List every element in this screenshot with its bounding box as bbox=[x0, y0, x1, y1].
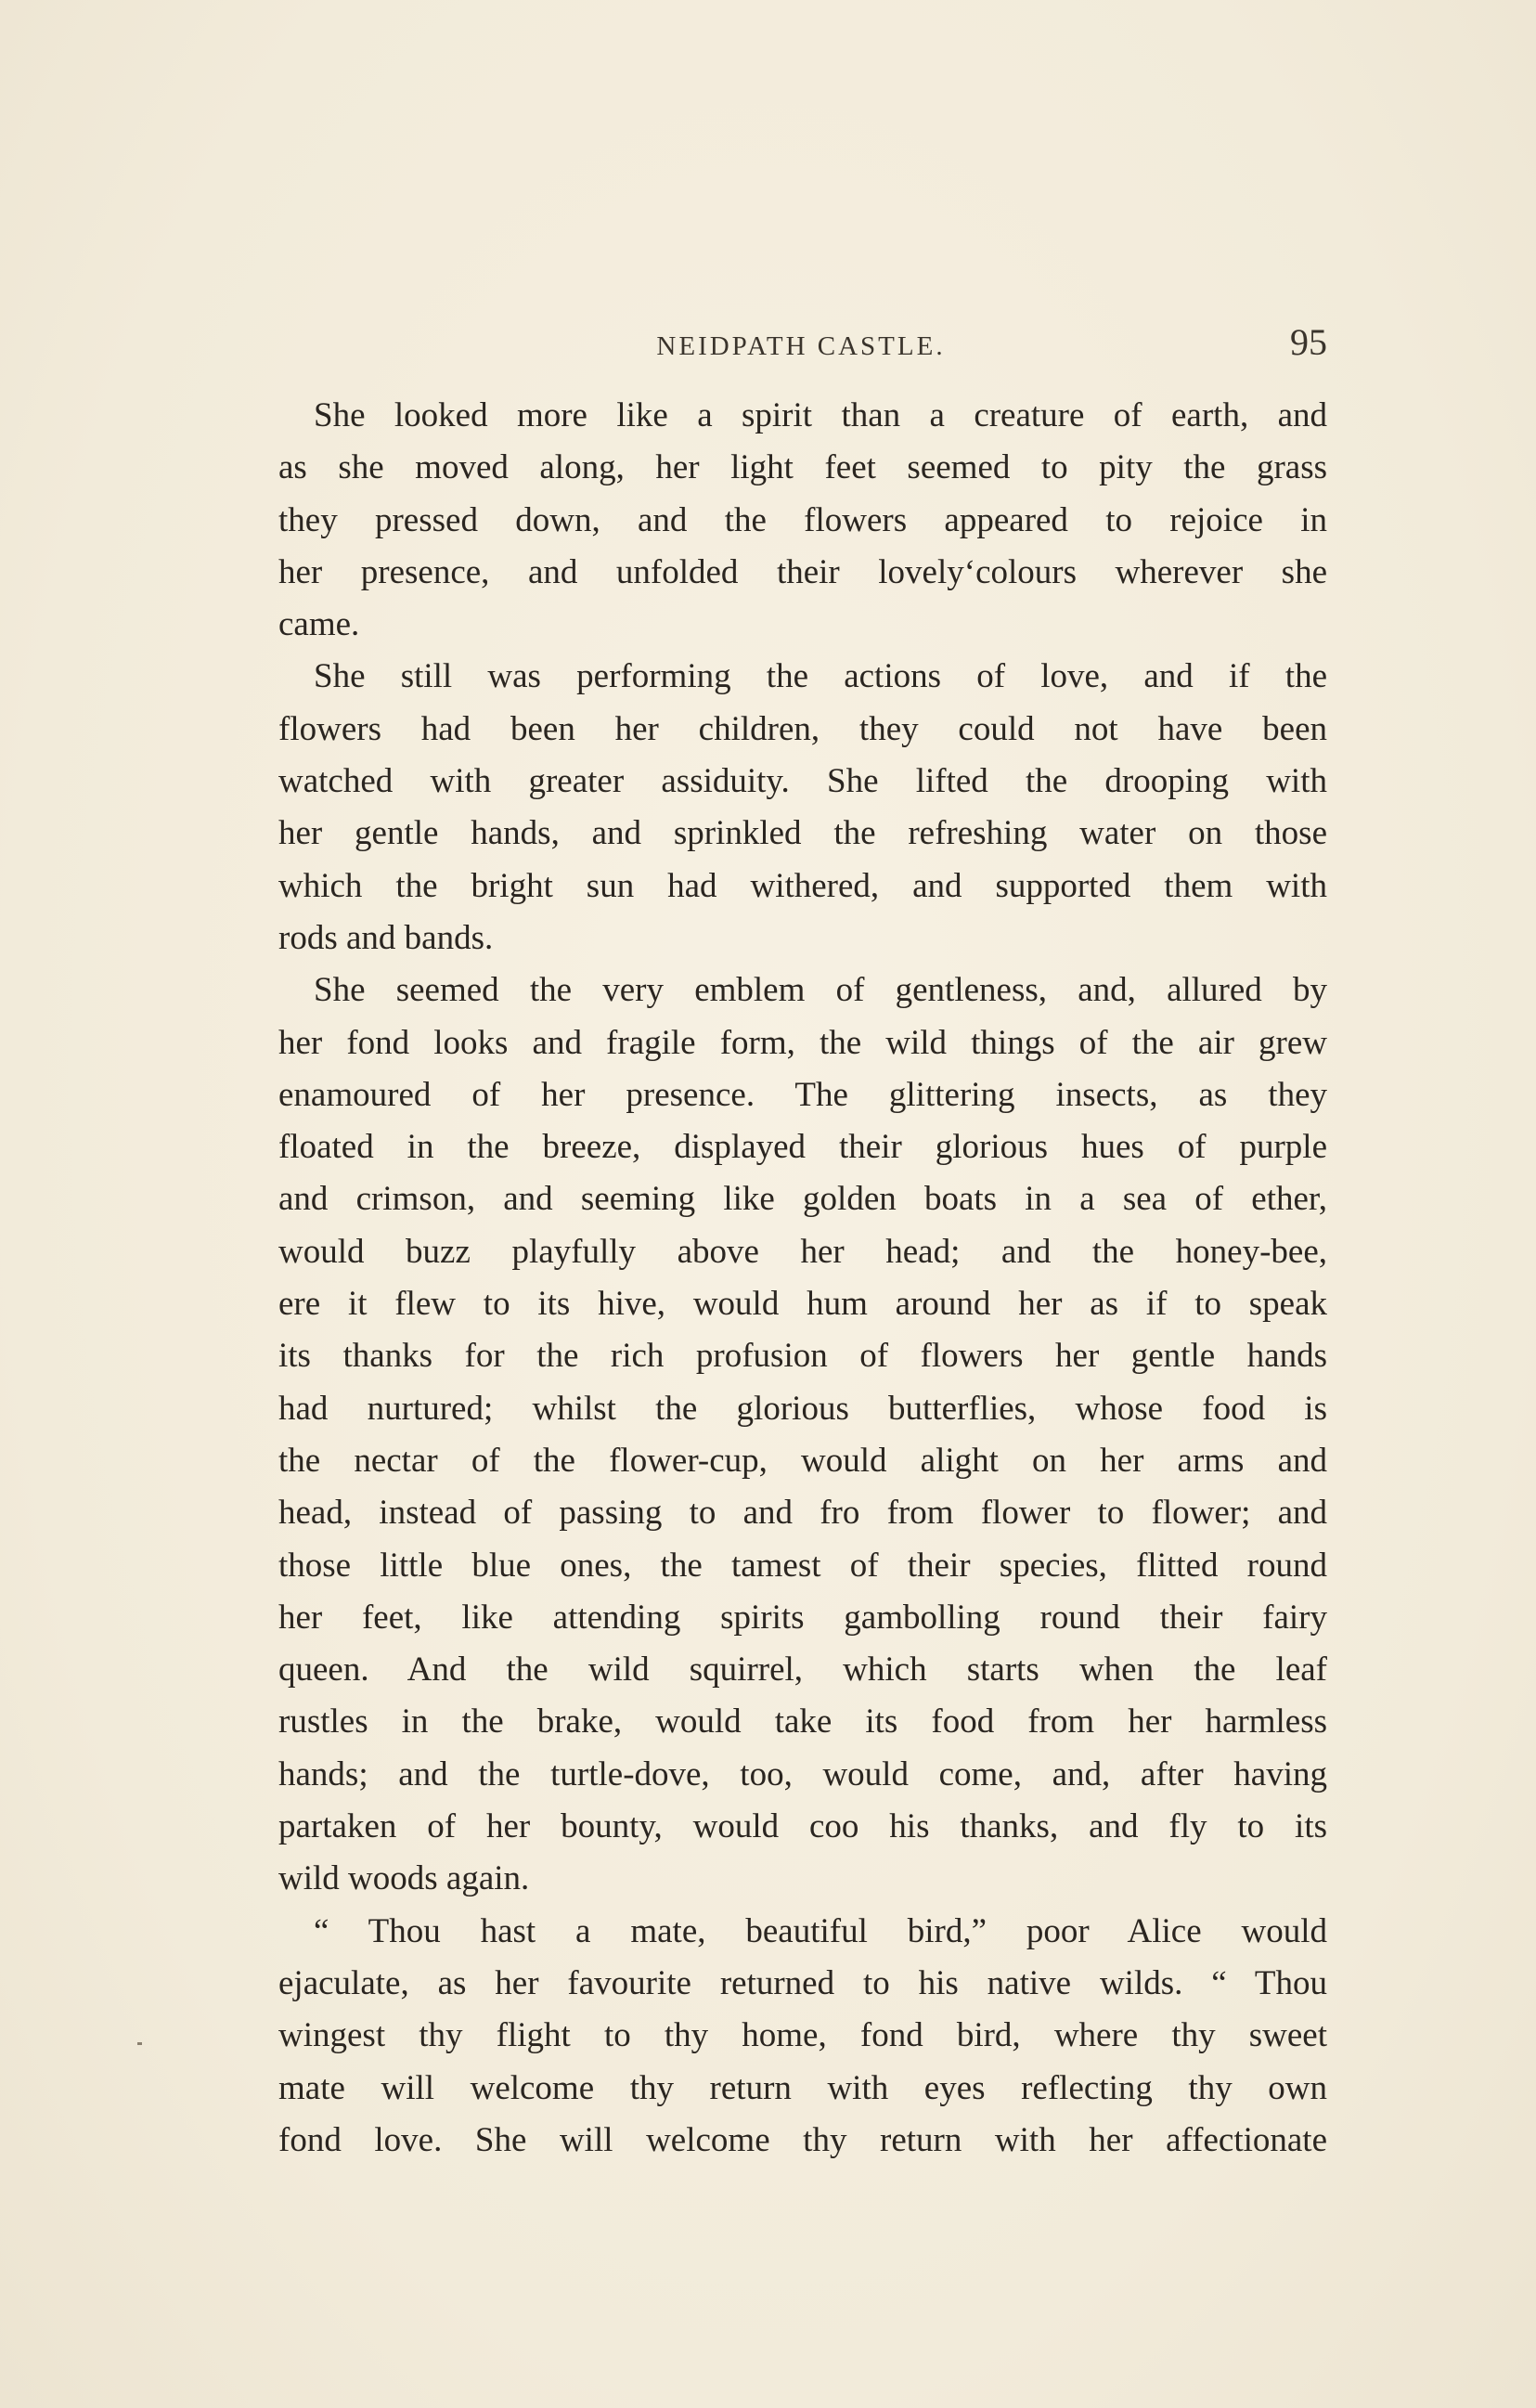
margin-mark bbox=[137, 2042, 142, 2045]
text-line: floated in the breeze, displayed their glorious hues of purple bbox=[278, 1128, 1327, 1167]
text-line: had nurtured; whilst the glorious butterflies, whose food is bbox=[278, 1389, 1327, 1428]
text-line: She still was performing the actions of love, and if the bbox=[314, 657, 1327, 696]
text-line: rods and bands. bbox=[278, 918, 494, 957]
text-line: would buzz playfully above her head; and the honey-bee, bbox=[278, 1232, 1327, 1271]
body-text bbox=[278, 390, 1327, 2167]
text-line: queen. And the wild squirrel, which starts when the leaf bbox=[278, 1651, 1327, 1689]
text-line: the nectar of the flower-cup, would alight on her arms and bbox=[278, 1441, 1327, 1480]
text-line: and crimson, and seeming like golden boats in a sea of ether, bbox=[278, 1180, 1327, 1219]
text-line: ere it flew to its hive, would hum around her as if to speak bbox=[278, 1285, 1327, 1324]
text-line: She seemed the very emblem of gentleness, and, allured by bbox=[314, 971, 1327, 1010]
text-line: hands; and the turtle-dove, too, would come, and, after having bbox=[278, 1754, 1327, 1793]
text-line: her feet, like attending spirits gambolling round their fairy bbox=[278, 1598, 1327, 1637]
text-line: wingest thy flight to thy home, fond bird, where thy sweet bbox=[278, 2016, 1327, 2055]
text-line: they pressed down, and the flowers appeared to rejoice in bbox=[278, 500, 1327, 539]
text-line: enamoured of her presence. The glittering insects, as they bbox=[278, 1075, 1327, 1114]
text-line: mate will welcome thy return with eyes reflecting thy own bbox=[278, 2068, 1327, 2107]
text-line: her presence, and unfolded their lovelyʻcolours wherever she bbox=[278, 552, 1327, 591]
text-line: her gentle hands, and sprinkled the refreshing water on those bbox=[278, 814, 1327, 853]
text-line: came. bbox=[278, 605, 360, 644]
text-line: wild woods again. bbox=[278, 1859, 530, 1898]
text-line: rustles in the brake, would take its food from her harmless bbox=[278, 1702, 1327, 1741]
text-line: “ Thou hast a mate, beautiful bird,” poor Alice would bbox=[314, 1911, 1327, 1950]
text-line: fond love. She will welcome thy return with her affectionate bbox=[278, 2120, 1327, 2159]
text-line: which the bright sun had withered, and supported them with bbox=[278, 866, 1327, 905]
running-head: NEIDPATH CASTLE. bbox=[656, 331, 946, 361]
text-line: head, instead of passing to and fro from flower to flower; and bbox=[278, 1494, 1327, 1533]
text-line: its thanks for the rich profusion of flowers her gentle hands bbox=[278, 1337, 1327, 1376]
text-line: partaken of her bounty, would coo his thanks, and fly to its bbox=[278, 1807, 1327, 1846]
text-line: watched with greater assiduity. She lifted the drooping with bbox=[278, 762, 1327, 801]
page-header bbox=[275, 320, 1327, 376]
page-number: 95 bbox=[1290, 321, 1327, 363]
text-line: her fond looks and fragile form, the wild things of the air grew bbox=[278, 1023, 1327, 1062]
text-line: ejaculate, as her favourite returned to his native wilds. “ Thou bbox=[278, 1963, 1327, 2002]
text-line: those little blue ones, the tamest of their species, flitted round bbox=[278, 1546, 1327, 1585]
text-line: as she moved along, her light feet seemed to pity the grass bbox=[278, 448, 1327, 487]
text-line: flowers had been her children, they could not have been bbox=[278, 709, 1327, 748]
text-line: She looked more like a spirit than a creature of earth, and bbox=[314, 396, 1327, 434]
